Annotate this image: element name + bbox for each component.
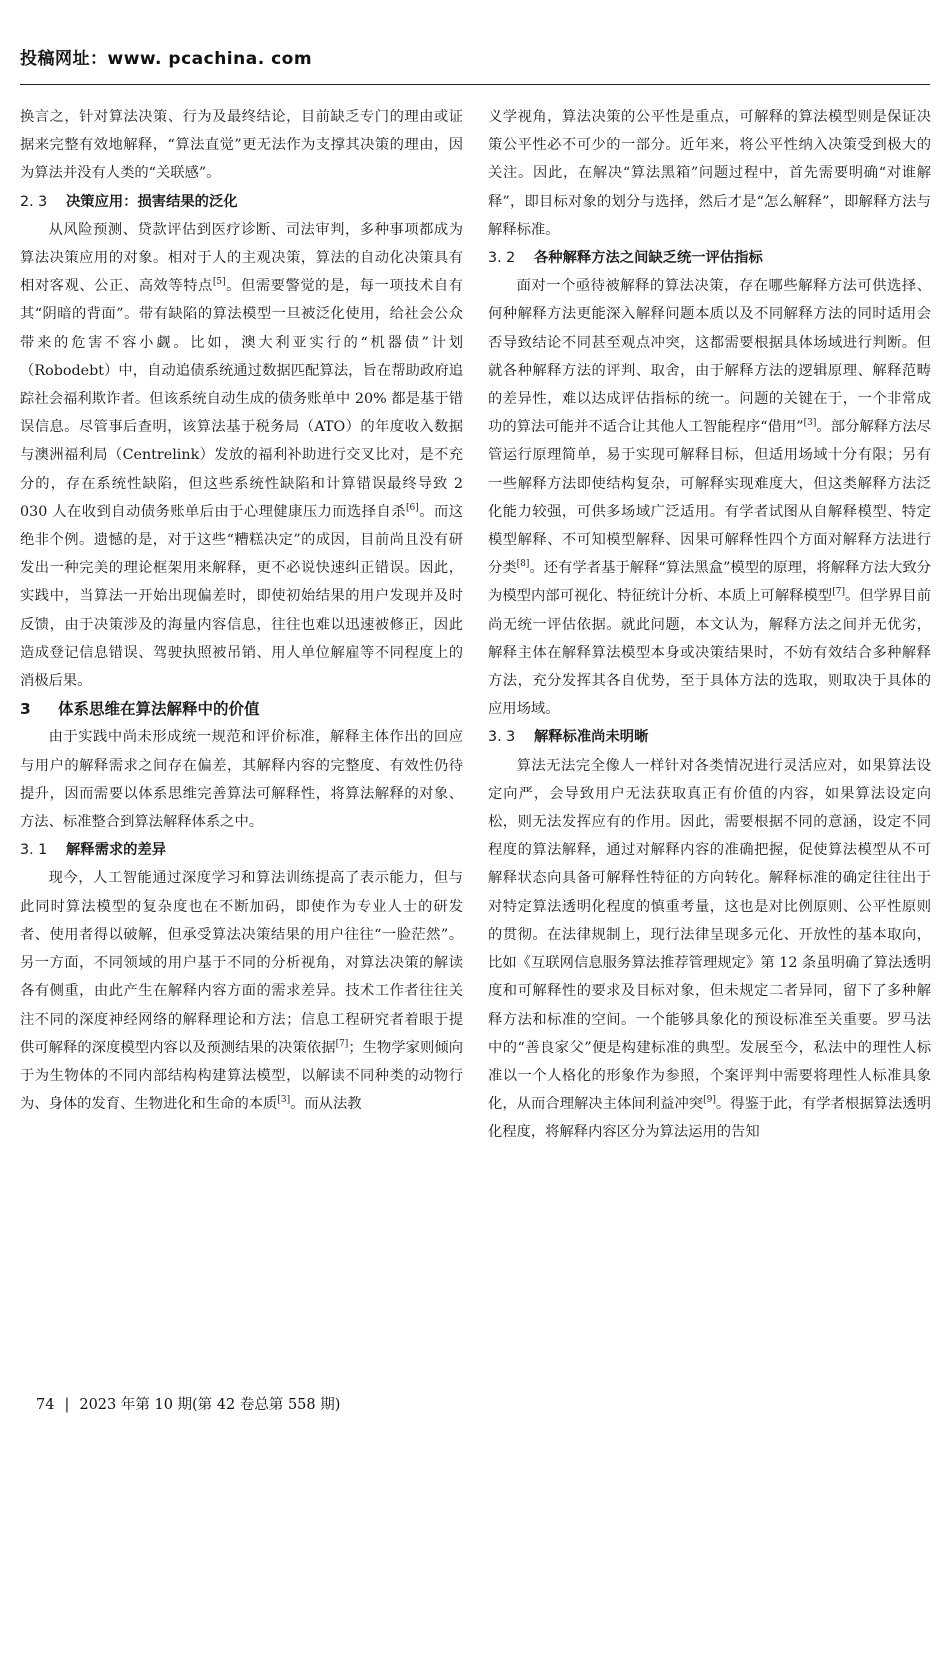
text-run: 面对一个亟待被解释的算法决策，存在哪些解释方法可供选择、何种解释方法更能深入解释问题本质以及不同解释方法的同时适用会否导致结论不同甚至观点冲突，这都需要根据具体场域进行判断。但就各种解释方法的评判、取舍，由于解释方法的逻辑原理、解释范畴的差异性，难以达成评估指标的统一。问题的关键在于，一个非常成功的算法可能并不适合让其他人工智能程序“借用”	[488, 278, 931, 436]
journal-url: 投稿网址：www. pcachina. com	[20, 49, 313, 69]
text-run: 从风险预测、贷款评估到医疗诊断、司法审判，多种事项都成为算法决策应用的对象。相对于人的主观决策，算法的自动化决策具有相对客观、公正、高效等特点	[20, 221, 463, 295]
section-title: 解释标准尚未明晰	[534, 729, 649, 746]
citation: [3]	[803, 418, 817, 429]
citation: [3]	[277, 1095, 291, 1106]
section-number: 2. 3	[20, 193, 48, 210]
text-run: ；生物学家则倾向于为生物体的不同内部结构构建算法模型，以解读不同种类的动物行为、身体的发育、生物进化和生命的本质	[20, 1039, 463, 1113]
citation: [8]	[516, 559, 530, 570]
text-run: 。而这绝非个例。遗憾的是，对于这些“糟糕决定”的成因，目前尚且没有研发出一种完美的理论框架用来解释，更不必说快速纠正错误。因此，实践中，当算法一开始出现偏差时，即使初始结果的用户发现并及时反馈，由于决策涉及的海量内容信息，往往也难以迅速被修正，因此造成登记信息错误、驾驶执照被吊销、用人单位解雇等不同程度上的消极后果。	[20, 503, 463, 690]
footer-separator: |	[64, 1397, 70, 1413]
text-run: 。部分解释方法尽管运行原理简单，易于实现可解释目标，但适用场域十分有限；另有一些解释方法即使结构复杂，可解释实现难度大，但这类解释方法泛化能力较强，可供多场域广泛适用。有学者试图从自解释模型、特定模型解释、不可知模型解释、因果可解释性四个方面对解释方法进行分类	[488, 419, 931, 577]
section-title: 体系思维在算法解释中的价值	[58, 700, 260, 719]
text-run: 。得鉴于此，有学者根据算法透明化程度，将解释内容区分为算法运用的告知	[488, 1096, 931, 1141]
page-number: 74	[36, 1397, 55, 1413]
section-title: 决策应用：损害结果的泛化	[66, 193, 238, 210]
section-heading-3	[20, 695, 463, 723]
header-divider	[20, 84, 930, 85]
text-run: 。但需要警觉的是，每一项技术自有其“阴暗的背面”。带有缺陷的算法模型一旦被泛化使用，给社会公众带来的危害不容小觑。比如，澳大利亚实行的“机器债”计划（Robodebt）中，自动追债系统通过数据匹配算法，旨在帮助政府追踪社会福利欺诈者。但该系统自动生成的债务账单中 20% 都是基于错误信息。尽管事后查明，该算法基于税务局（ATO）的年度收入数据与澳洲福利局（Centrelink）发放的福利补助进行交叉比对，是不充分的，存在系统性缺陷，但这些系统性缺陷和计算错误最终导致 2 030 人在收到自动债务账单后由于心理健康压力而选择自杀	[20, 278, 463, 520]
section-number: 3. 1	[20, 842, 48, 859]
section-title: 解释需求的差异	[66, 842, 167, 859]
text-run: 算法无法完全像人一样针对各类情况进行灵活应对，如果算法设定向严，会导致用户无法获取真正有价值的内容，如果算法设定向松，则无法发挥应有的作用。因此，需要根据不同的意涵，设定不同程度的算法解释，通过对解释内容的准确把握，促使算法模型从不可解释状态向具备可解释性特征的方向转化。解释标准的确定往往出于对特定算法透明化程度的慎重考量，这也是对比例原则、公平性原则的贯彻。在法律规制上，现行法律呈现多元化、开放性的基本取向，比如《互联网信息服务算法推荐管理规定》第 12 条虽明确了算法透明度和可解释性的要求及目标对象，但未规定二者异同，留下了多种解释方法和标准的空间。一个能够具象化的预设标准至关重要。罗马法中的“善良家父”便是构建标准的典型。发展至今，私法中的理性人标准以一个人格化的形象作为参照，个案评判中需要将理性人标准具象化，从而合理解决主体间利益冲突	[488, 757, 931, 1113]
text-run: 。但学界目前尚无统一评估依据。就此问题，本文认为，解释方法之间并无优劣，解释主体在解释算法模型本身或决策结果时，不妨有效结合多种解释方法，充分发挥其各自优势，至于具体方法的选取，则取决于具体的应用场域。	[488, 588, 931, 718]
right-column	[488, 103, 931, 1673]
section-number: 3. 3	[488, 729, 516, 746]
section-number: 3	[20, 700, 31, 719]
text-run: 现今，人工智能通过深度学习和算法训练提高了表示能力，但与此同时算法模型的复杂度也在不断加码，即使作为专业人士的研发者、使用者得以破解，但承受算法决策结果的用户往往“一脸茫然”。另一方面，不同领域的用户基于不同的分析视角，对算法决策的解读各有侧重，由此产生在解释内容方面的需求差异。技术工作者往往关注不同的深度神经网络的解释理论和方法；信息工程研究者着眼于提供可解释的深度模型内容以及预测结果的决策依据	[20, 870, 463, 1056]
paragraph: 换言之，针对算法决策、行为及最终结论，目前缺乏专门的理由或证据来完整有效地解释，“算法直觉”更无法作为支撑其决策的理由，因为算法并没有人类的“关联感”。	[20, 109, 463, 182]
section-heading-3-2	[488, 244, 931, 272]
text-run: 。还有学者基于解释“算法黑盒”模型的原理，将解释方法大致分为模型内部可视化、特征统计分析、本质上可解释模型	[488, 560, 931, 605]
paragraph	[488, 272, 931, 723]
citation: [5]	[212, 277, 226, 288]
paragraph	[20, 864, 463, 1118]
issue-info: 2023 年第 10 期(第 42 卷总第 558 期)	[79, 1397, 341, 1413]
section-heading-3-3	[488, 723, 931, 751]
section-heading-2-3	[20, 188, 463, 216]
citation: [7]	[832, 587, 845, 598]
paragraph	[488, 752, 931, 1147]
citation: [7]	[335, 1038, 349, 1049]
page-footer	[36, 1393, 340, 1414]
paragraph: 由于实践中尚未形成统一规范和评价标准，解释主体作出的回应与用户的解释需求之间存在偏差，其解释内容的完整度、有效性仍待提升，因而需要以体系思维完善算法可解释性，将算法解释的对象、方法、标准整合到算法解释体系之中。	[20, 729, 463, 831]
section-heading-3-1	[20, 836, 463, 864]
citation: [6]	[406, 503, 419, 514]
text-run: 。而从法教	[290, 1096, 362, 1113]
section-number: 3. 2	[488, 250, 516, 267]
citation: [9]	[703, 1095, 716, 1106]
paragraph: 义学视角，算法决策的公平性是重点，可解释的算法模型则是保证决策公平性必不可少的一部分。近年来，将公平性纳入决策受到极大的关注。因此，在解决“算法黑箱”问题过程中，首先需要明确“对谁解释”，即目标对象的划分与选择，然后才是“怎么解释”，即解释方法与解释标准。	[488, 109, 931, 238]
section-title: 各种解释方法之间缺乏统一评估指标	[534, 250, 763, 267]
left-column	[20, 103, 463, 1673]
paragraph	[20, 216, 463, 695]
